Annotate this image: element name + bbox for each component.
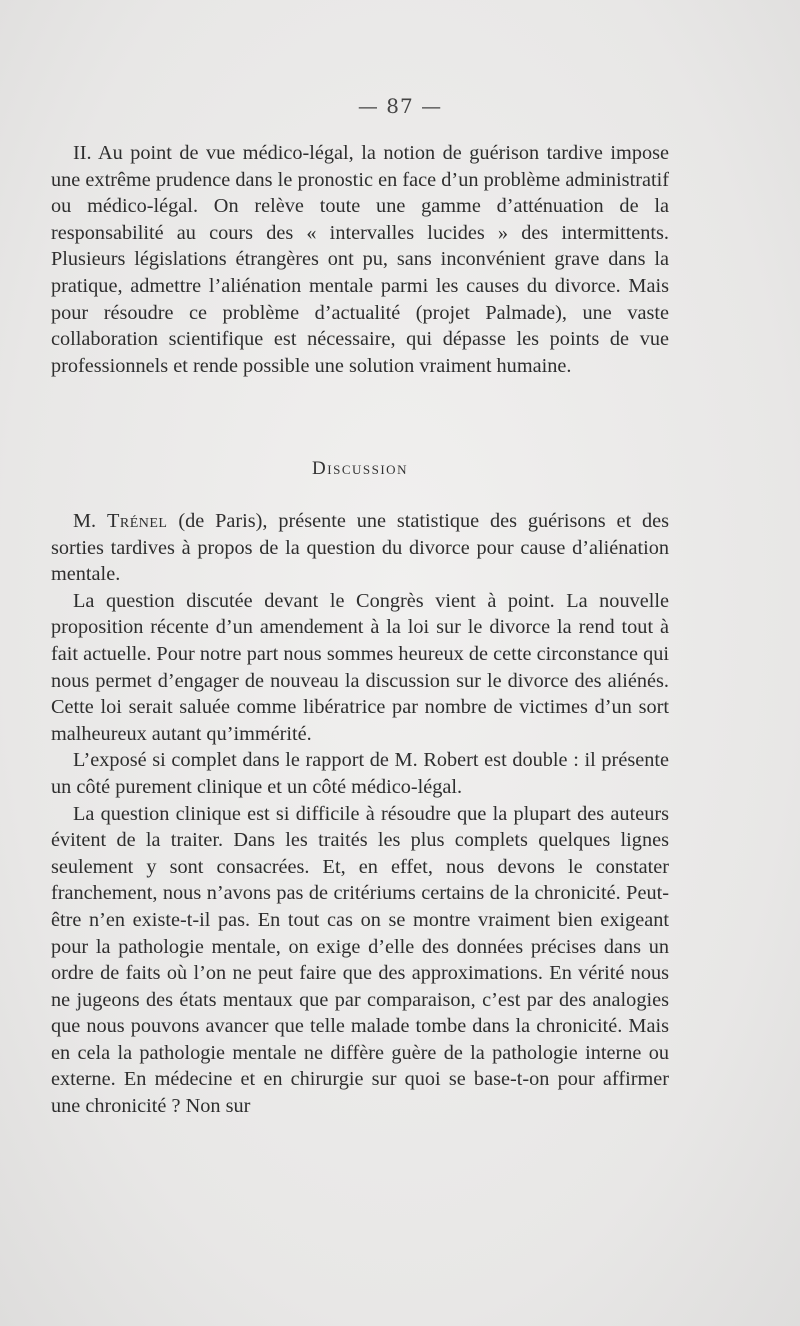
discussion-heading: Discussion — [312, 458, 408, 479]
paragraph-trenel-intro — [51, 508, 669, 588]
paragraph-section-ii: II. Au point de vue médico-légal, la notion de guérison tardive impose une extrême prudence dans le pronostic en face d’un problème administratif ou médico-légal. On relève toute une gamme d’atténuation de la responsabilité au cours des « intervalles lucides » des intermittents. Plusieurs législations étrangères ont pu, sans inconvénient grave dans la pratique, admettre l’aliénation mentale parmi les causes du divorce. Mais pour résoudre ce problème d’actualité (projet Palmade), une vaste collaboration scientifique est nécessaire, qui dépasse les points de vue professionnels et rende possible une solution vraiment humaine. — [51, 142, 669, 377]
speaker-prefix: M. — [73, 510, 107, 532]
section-ii-text — [51, 140, 669, 379]
speaker-name: Trénel — [106, 510, 168, 532]
paragraph-congres: La question discutée devant le Congrès vient à point. La nouvelle proposition récente d’un amendement à la loi sur le divorce la rend tout à fait actuelle. Pour notre part nous sommes heureux de cette circonstance qui nous permet d’engager de nouveau la discussion sur le divorce des aliénés. Cette loi serait saluée comme libératrice par nombre de victimes d’un sort malheureux autant qu’immérité. — [51, 589, 669, 745]
speaker-rest: (de Paris), présente une statistique des guérisons et des sorties tardives à propos de la question du divorce pour cause d’aliénation mentale. — [51, 510, 669, 586]
paragraph-expose: L’exposé si complet dans le rapport de M. Robert est double : il présente un côté purement clinique et un côté médico-légal. — [51, 749, 669, 798]
page-number: — 87 — — [357, 94, 443, 118]
paragraph-question-clinique: La question clinique est si difficile à résoudre que la plupart des auteurs évitent de la traiter. Dans les traités les plus complets quelques lignes seulement y sont consacrées. Et, en effet, nous devons le constater franchement, nous n’avons pas de critériums certains de la chronicité. Peut-être n’en existe-t-il pas. En tout cas on se montre vraiment bien exigeant pour la pathologie mentale, on exige d’elle des données précises dans un ordre de faits où l’on ne peut faire que des approximations. En vérité nous ne jugeons des états mentaux que par comparaison, c’est par des analogies que nous pouvons avancer que telle malade tombe dans la chronicité. Mais en cela la pathologie mentale ne diffère guère de la pathologie interne ou externe. En médecine et en chirurgie sur quoi se base-t-on pour affirmer une chronicité ? Non sur — [51, 802, 669, 1118]
discussion-text — [51, 508, 669, 1120]
